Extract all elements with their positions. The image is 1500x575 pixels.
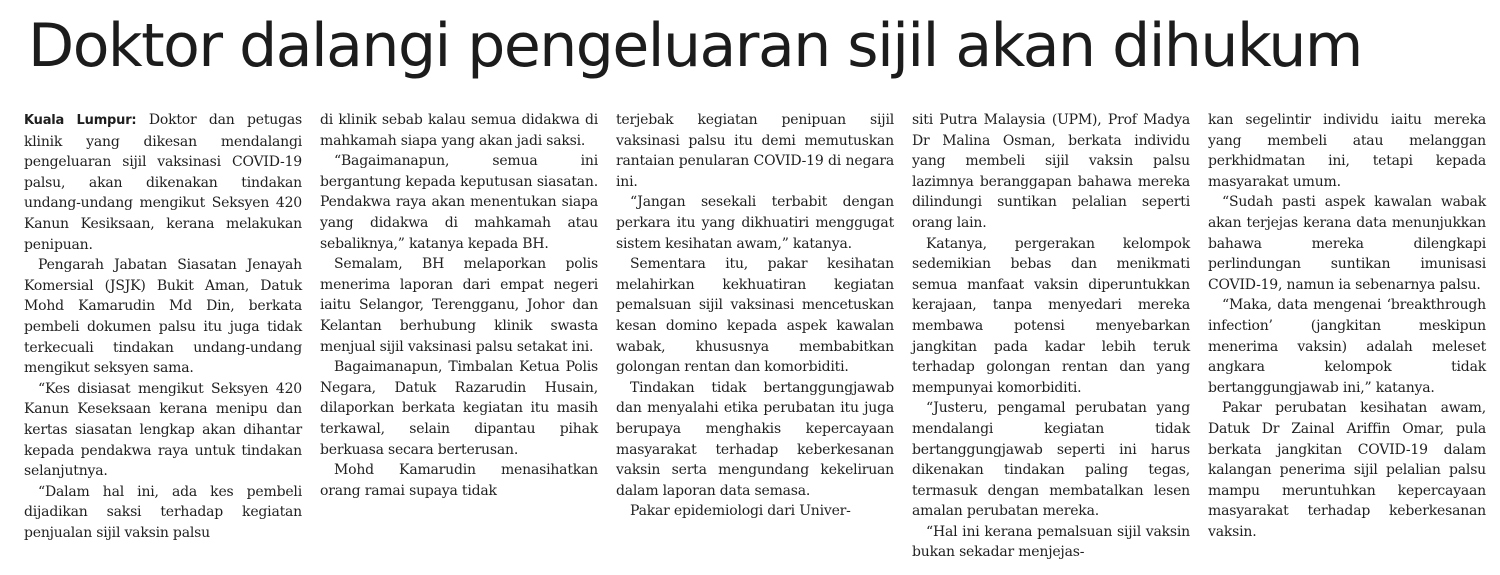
column-4 bbox=[912, 110, 1190, 570]
paragraph: “Maka, data mengenai ‘breakthrough infection’ (jangkitan meskipun menerima vaksin) adalah meleset angkara kelompok tidak bertanggungjawab ini,” katanya. bbox=[1208, 297, 1486, 396]
paragraph: di klinik sebab kalau semua didakwa di mahkamah siapa yang akan jadi saksi. bbox=[320, 112, 598, 149]
paragraph: “Sudah pasti aspek kawalan wabak akan terjejas kerana data menunjukkan bahawa mereka dilengkapi perlindungan suntikan imunisasi COVID-19, namun ia sebenarnya palsu. bbox=[1208, 194, 1486, 293]
paragraph: Bagaimanapun, Timbalan Ketua Polis Negara, Datuk Razarudin Husain, dilaporkan berkata kegiatan itu masih terkawal, selain dipantau pihak berkuasa secara berterusan. bbox=[320, 359, 598, 458]
paragraph: kan segelintir individu iaitu mereka yang membeli atau melanggan perkhidmatan ini, tetapi kepada masyarakat umum. bbox=[1208, 112, 1486, 190]
paragraph: Sementara itu, pakar kesihatan melahirkan kekhuatiran kegiatan pemalsuan sijil vaksinasi mencetuskan kesan domino kepada aspek kawalan wabak, khususnya membabitkan golongan rentan dan komorbiditi. bbox=[616, 256, 894, 376]
paragraph bbox=[24, 110, 302, 255]
paragraph: Pakar perubatan kesihatan awam, Datuk Dr Zainal Ariffin Omar, pula berkata jangkitan COVID-19 dalam kalangan penerima sijil pelalian palsu mampu meruntuhkan kepercayaan masyarakat terhadap keberkesanan vaksin. bbox=[1208, 400, 1486, 540]
paragraph: “Hal ini kerana pemalsuan sijil vaksin bukan sekadar menjejas- bbox=[912, 523, 1190, 561]
article-body bbox=[24, 110, 1486, 570]
paragraph: Pakar epidemiologi dari Univer- bbox=[630, 503, 851, 520]
paragraph: Pengarah Jabatan Siasatan Jenayah Komersial (JSJK) Bukit Aman, Datuk Mohd Kamarudin Md Din, berkata pembeli dokumen palsu itu juga tidak terkecuali tindakan undang-undang mengikut seksyen sama. bbox=[24, 257, 302, 377]
paragraph: Tindakan tidak bertanggungjawab dan menyalahi etika perubatan itu juga berupaya menghakis kepercayaan masyarakat terhadap keberkesanan vaksin serta mengundang kekeliruan dalam laporan data semasa. bbox=[616, 379, 894, 499]
column-1 bbox=[24, 110, 302, 570]
paragraph: Mohd Kamarudin menasihatkan orang ramai supaya tidak bbox=[320, 462, 598, 499]
paragraph: “Kes disiasat mengikut Seksyen 420 Kanun Keseksaan kerana menipu dan kertas siasatan lengkap akan dihantar kepada pendakwa raya untuk tindakan selanjutnya. bbox=[24, 380, 302, 480]
column-5 bbox=[1208, 110, 1486, 570]
column-3 bbox=[616, 110, 894, 570]
column-2 bbox=[320, 110, 598, 570]
paragraph: siti Putra Malaysia (UPM), Prof Madya Dr Malina Osman, berkata individu yang membeli sijil vaksin palsu lazimnya beranggapan bahawa mereka dilindungi suntikan pelalian seperti orang lain. bbox=[912, 112, 1190, 231]
paragraph: Semalam, BH melaporkan polis menerima laporan dari empat negeri iaitu Selangor, Terengganu, Johor dan Kelantan berhubung klinik swasta menjual sijil vaksinasi palsu setakat ini. bbox=[320, 256, 598, 355]
paragraph: Katanya, pergerakan kelompok sedemikian bebas dan menikmati semua manfaat vaksin diperuntukkan kerajaan, tanpa menyedari mereka membawa potensi menyebarkan jangkitan pada kadar lebih teruk terhadap golongan rentan dan yang mempunyai komorbiditi. bbox=[912, 235, 1190, 396]
paragraph: “Dalam hal ini, ada kes pembeli dijadikan saksi terhadap kegiatan penjualan sijil vaksin palsu bbox=[24, 483, 302, 541]
paragraph-text: Doktor dan petugas klinik yang dikesan mendalangi pengeluaran sijil vaksinasi COVID-19 palsu, akan dikenakan tindakan undang-undang mengikut Seksyen 420 Kanun Kesiksaan, kerana melakukan penipuan. bbox=[24, 112, 302, 253]
dateline: Kuala Lumpur: bbox=[24, 113, 137, 128]
paragraph: “Jangan sesekali terbabit dengan perkara itu yang dikhuatiri menggugat sistem kesihatan awam,” katanya. bbox=[616, 194, 894, 252]
paragraph: “Justeru, pengamal perubatan yang mendalangi kegiatan tidak bertanggungjawab seperti ini harus dikenakan tindakan paling tegas, termasuk dengan membatalkan lesen amalan perubatan mereka. bbox=[912, 400, 1190, 520]
paragraph: terjebak kegiatan penipuan sijil vaksinasi palsu itu demi memutuskan rantaian penularan COVID-19 di negara ini. bbox=[616, 112, 894, 190]
paragraph: “Bagaimanapun, semua ini bergantung kepada keputusan siasatan. Pendakwa raya akan menentukan siapa yang didakwa di mahkamah atau sebaliknya,” katanya kepada BH. bbox=[320, 153, 598, 252]
headline: Doktor dalangi pengeluaran sijil akan dihukum bbox=[28, 11, 1362, 81]
